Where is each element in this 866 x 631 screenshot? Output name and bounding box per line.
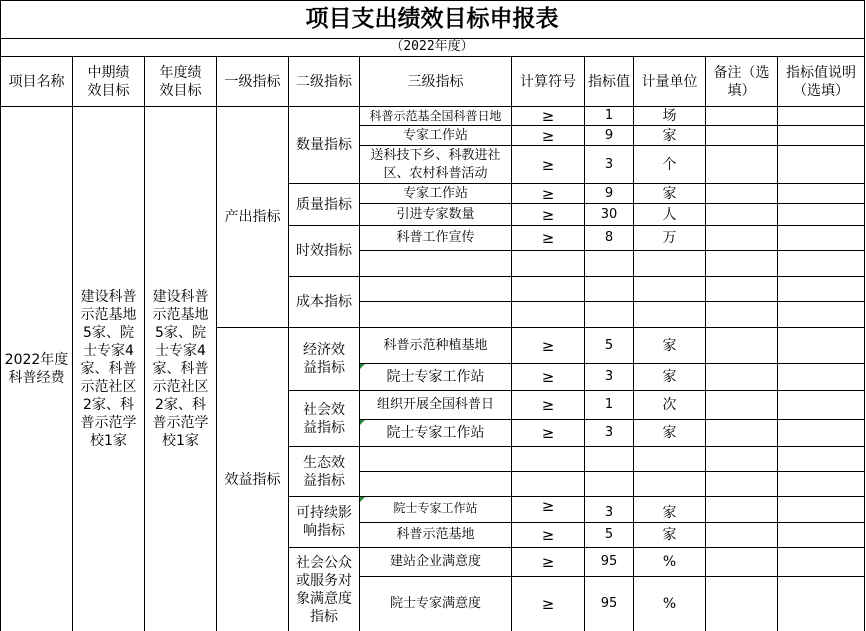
row-symbol: ≥ [541, 424, 555, 442]
row-unit: % [662, 554, 677, 570]
mid-target-cell: 建设科普示范基地5家、院士专家4家、科普示范社区2家、科普示范学校1家 [80, 289, 137, 449]
row-indicator-name: 专家工作站 [402, 185, 468, 201]
row-symbol: ≥ [541, 595, 555, 613]
page-title: 项目支出绩效目标申报表 [305, 6, 559, 32]
row-indicator-name: 组织开展全国科普日 [376, 397, 494, 412]
report-year: （2022年度） [390, 39, 474, 54]
row-unit: 次 [662, 397, 677, 413]
row-value: 3 [604, 369, 614, 384]
header-project-name: 项目名称 [8, 73, 65, 90]
row-indicator-name: 建站企业满意度 [389, 554, 481, 569]
row-value: 5 [604, 527, 614, 542]
row-symbol: ≥ [541, 205, 555, 224]
row-indicator-name: 科普示范种植基地 [383, 337, 488, 353]
row-symbol: ≥ [541, 184, 555, 203]
row-symbol: ≥ [541, 526, 555, 544]
row-indicator-name: 送科技下乡、科教进社区、农村科普活动 [370, 147, 501, 181]
row-symbol: ≥ [541, 107, 555, 125]
level2-economic: 经济效益指标 [303, 342, 345, 376]
row-value: 1 [604, 397, 614, 412]
row-unit: 家 [662, 185, 677, 202]
row-symbol: ≥ [541, 396, 555, 414]
row-value: 30 [600, 206, 618, 222]
cell-marker [360, 364, 365, 369]
row-unit: 万 [662, 230, 677, 246]
level1-output: 产出指标 [224, 209, 281, 225]
level2-satisfaction: 社会公众或服务对象满意度指标 [296, 554, 352, 625]
header-level1: 一级指标 [224, 73, 281, 90]
level2-quality: 质量指标 [296, 196, 352, 213]
header-unit: 计量单位 [641, 73, 698, 90]
cell-marker [360, 420, 365, 425]
cell-marker [360, 497, 365, 502]
row-unit: 家 [662, 527, 677, 543]
row-indicator-name: 院士专家工作站 [393, 501, 478, 515]
project-name-cell: 2022年度科普经费 [4, 352, 69, 386]
level2-cost: 成本指标 [296, 294, 352, 310]
row-value: 5 [604, 337, 614, 353]
row-value: 9 [604, 127, 614, 143]
row-unit: 家 [662, 127, 677, 144]
row-value: 8 [604, 230, 614, 245]
row-indicator-name: 科普示范基地 [396, 527, 475, 542]
annual-target-cell: 建设科普示范基地5家、院士专家4家、科普示范社区2家、科普示范学校1家 [152, 289, 209, 449]
header-indicator-value: 指标值 [588, 73, 630, 90]
header-level3: 三级指标 [407, 73, 464, 90]
row-value: 3 [604, 156, 614, 172]
row-unit: 人 [662, 206, 677, 223]
row-unit: 个 [662, 156, 677, 173]
header-annual-target: 年度绩效目标 [159, 64, 202, 99]
row-indicator-name: 科普工作宣传 [396, 230, 475, 245]
row-symbol: ≥ [541, 229, 555, 247]
header-level2: 二级指标 [296, 73, 352, 90]
row-symbol: ≥ [541, 155, 555, 174]
level2-sustainable: 可持续影响指标 [296, 505, 352, 539]
row-value: 9 [604, 185, 614, 201]
header-note: 指标值说明（选填） [786, 64, 856, 99]
row-indicator-name: 院士专家工作站 [386, 369, 485, 385]
row-unit: % [662, 596, 677, 612]
level2-social: 社会效益指标 [303, 401, 345, 436]
row-indicator-name: 专家工作站 [402, 127, 468, 143]
row-indicator-name: 引进专家数量 [396, 206, 475, 222]
row-unit: 家 [662, 337, 677, 354]
row-value: 3 [604, 505, 614, 520]
header-calc-symbol: 计算符号 [520, 73, 576, 90]
row-value: 1 [604, 108, 614, 123]
row-value: 95 [600, 554, 618, 569]
row-unit: 场 [662, 108, 677, 124]
row-symbol: ≥ [541, 553, 555, 571]
level2-timeliness: 时效指标 [296, 243, 352, 259]
row-value: 3 [604, 425, 614, 440]
level1-benefit: 效益指标 [224, 471, 281, 488]
row-value: 95 [600, 596, 618, 611]
header-mid-target: 中期绩效目标 [87, 64, 130, 99]
row-symbol: ≥ [541, 336, 555, 355]
header-remark: 备注（选填） [713, 64, 770, 99]
row-unit: 家 [662, 425, 677, 441]
row-unit: 家 [662, 505, 677, 521]
row-unit: 家 [662, 369, 677, 385]
level2-ecological: 生态效益指标 [303, 454, 345, 489]
row-indicator-name: 院士专家工作站 [386, 425, 485, 441]
row-symbol: ≥ [541, 497, 555, 515]
row-indicator-name: 院士专家满意度 [389, 596, 481, 611]
row-indicator-name: 科普示范基全国科普日地 [369, 109, 502, 123]
row-symbol: ≥ [541, 368, 555, 386]
level2-quantity: 数量指标 [296, 137, 352, 153]
row-symbol: ≥ [541, 126, 555, 145]
